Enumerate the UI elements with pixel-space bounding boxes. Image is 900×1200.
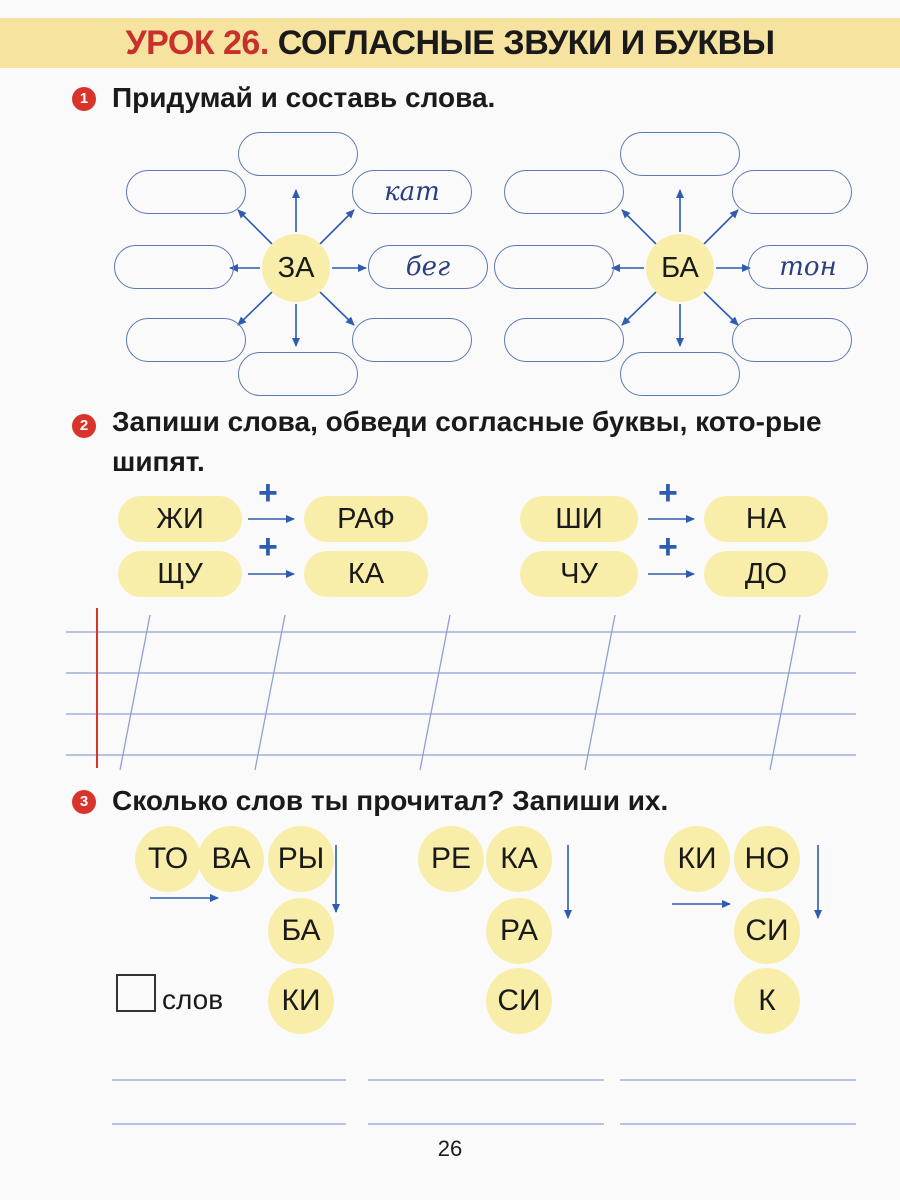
- syllable-ka: КА: [304, 551, 428, 597]
- word-count-box[interactable]: [116, 974, 156, 1012]
- word-syllable: К: [734, 968, 800, 1034]
- word-syllable: КИ: [268, 968, 334, 1034]
- word-syllable: ВА: [198, 826, 264, 892]
- plus-sign: +: [658, 474, 678, 512]
- lesson-topic: СОГЛАСНЫЕ ЗВУКИ И БУКВЫ: [277, 24, 775, 62]
- word-syllable: РЕ: [418, 826, 484, 892]
- task-3-instruction: Сколько слов ты прочитал? Запиши их.: [112, 785, 669, 816]
- word-syllable: БА: [268, 898, 334, 964]
- word-syllable: РЫ: [268, 826, 334, 892]
- page-number: 26: [437, 1136, 463, 1161]
- task-1-instruction: Придумай и составь слова.: [112, 82, 496, 113]
- plus-sign: +: [658, 528, 678, 566]
- word-syllable: РА: [486, 898, 552, 964]
- word-syllable: СИ: [734, 898, 800, 964]
- example-word-beg: бег: [368, 245, 488, 289]
- task-2-number: 2: [72, 414, 96, 438]
- word-count-label: слов: [162, 984, 224, 1015]
- example-word-ton: тон: [748, 245, 868, 289]
- syllable-zhi: ЖИ: [118, 496, 242, 542]
- plus-sign: +: [258, 528, 278, 566]
- syllable-do: ДО: [704, 551, 828, 597]
- syllable-na: НА: [704, 496, 828, 542]
- syllable-shchu: ЩУ: [118, 551, 242, 597]
- task-2-instruction: Запиши слова, обведи согласные буквы, кото-рые шипят.: [112, 406, 822, 477]
- syllable-chu: ЧУ: [520, 551, 638, 597]
- lesson-number: УРОК 26.: [125, 24, 269, 62]
- task-3-number: 3: [72, 790, 96, 814]
- word-syllable: КИ: [664, 826, 730, 892]
- syllable-ba: БА: [646, 234, 714, 302]
- task-1-number: 1: [72, 87, 96, 111]
- word-syllable: НО: [734, 826, 800, 892]
- syllable-raf: РАФ: [304, 496, 428, 542]
- syllable-shi: ШИ: [520, 496, 638, 542]
- word-syllable: КА: [486, 826, 552, 892]
- plus-sign: +: [258, 474, 278, 512]
- syllable-za: ЗА: [262, 234, 330, 302]
- word-syllable: СИ: [486, 968, 552, 1034]
- example-word-kat: кат: [352, 170, 472, 214]
- word-syllable: ТО: [135, 826, 201, 892]
